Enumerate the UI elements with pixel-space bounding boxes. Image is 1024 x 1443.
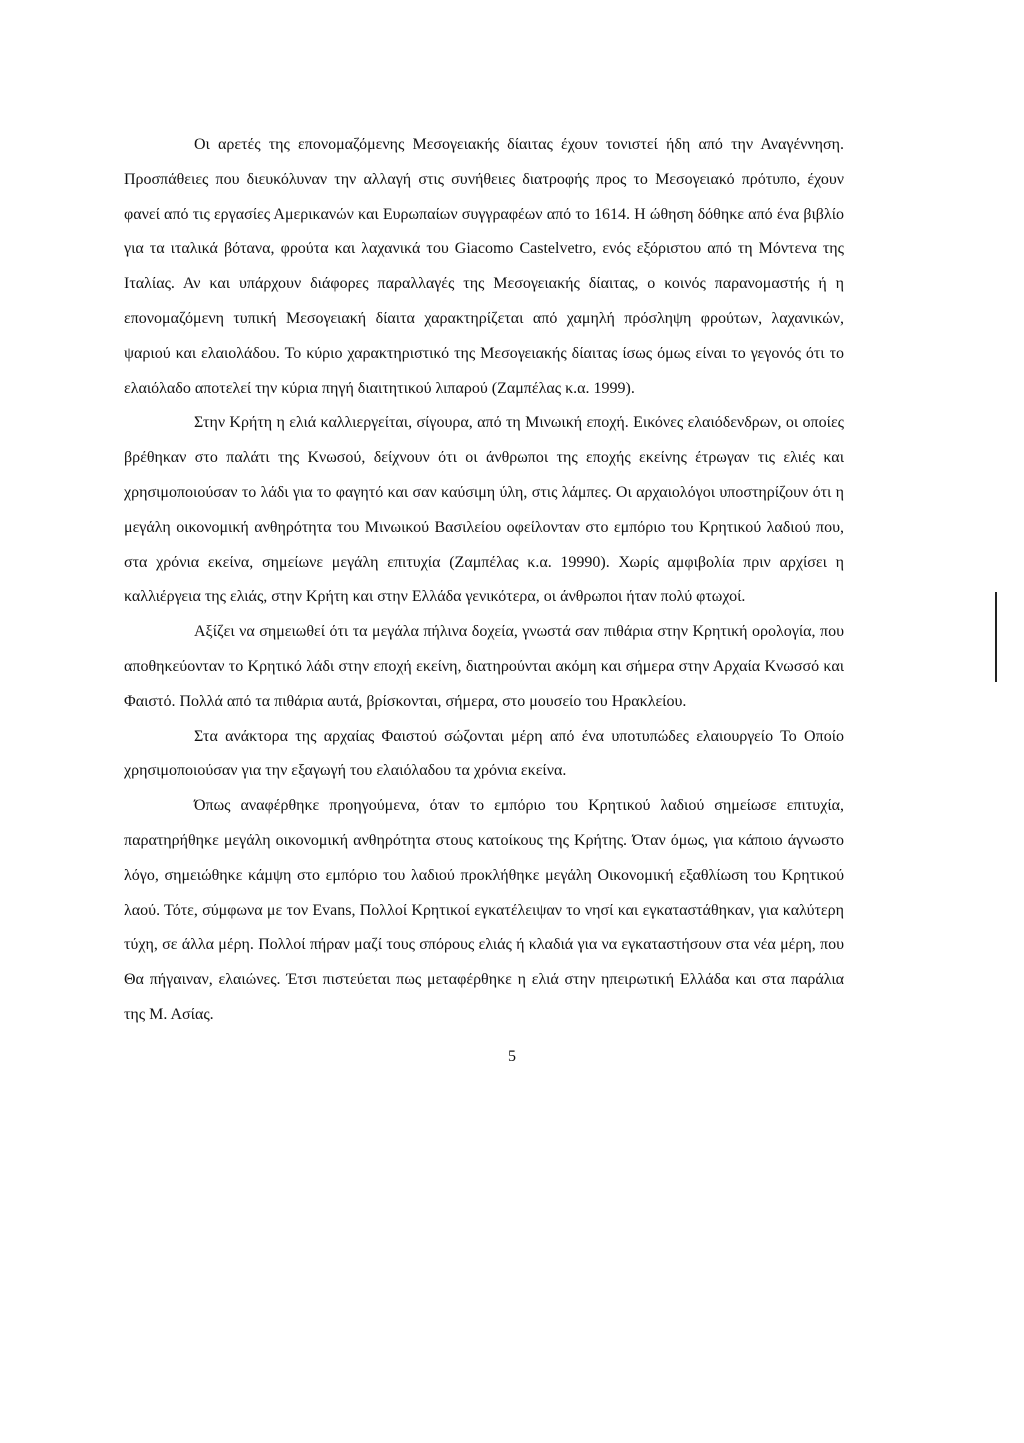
paragraph-mediterranean-diet: Οι αρετές της επονομαζόμενης Μεσογειακής δίαιτας έχουν τονιστεί ήδη από την Αναγέννηση. Προσπάθειες που διευκόλυναν την αλλαγή στις συνήθειες διατροφής προς το Μεσογειακό πρότυπο, έχουν φανεί από τις εργασίες Αμερικανών και Ευρωπαίων συγγραφέων από το 1614. Η ώθηση δόθηκε από ένα βιβλίο για τα ιταλικά βότανα, φρούτα και λαχανικά του Giacomo Castelvetro, ενός εξόριστου από τη Μόντενα της Ιταλίας. Αν και υπάρχουν διάφορες παραλλαγές της Μεσογειακής δίαιτας, ο κοινός παρανομαστής ή η επονομαζόμενη τυπική Μεσογειακή δίαιτα χαρακτηρίζεται από χαμηλή πρόσληψη φρούτων, λαχανικών, ψαριού και ελαιολάδου. Το κύριο χαρακτηριστικό της Μεσογειακής δίαιτας ίσως όμως είναι το γεγονός ότι το ελαιόλαδο αποτελεί την κύρια πηγή διαιτητικού λιπαρού (Ζαμπέλας κ.α. 1999).: [124, 136, 844, 397]
paragraph-phaistos: Στα ανάκτορα της αρχαίας Φαιστού σώζονται μέρη από ένα υποτυπώδες ελαιουργείο Το Οποίο χρησιμοποιούσαν για την εξαγωγή του ελαιόλαδου τα χρόνια εκείνα.: [124, 727, 844, 780]
document-body: [124, 128, 844, 1033]
paragraph-pithoi: Αξίζει να σημειωθεί ότι τα μεγάλα πήλινα δοχεία, γνωστά σαν πιθάρια στην Κρητική ορολογία, που αποθηκεύονταν το Κρητικό λάδι στην εποχή εκείνη, διατηρούνται ακόμη και σήμερα στην Αρχαία Κνωσσό και Φαιστό. Πολλά από τα πιθάρια αυτά, βρίσκονται, σήμερα, στο μουσείο του Ηρακλείου.: [124, 623, 844, 710]
paragraph-trade-decline: Όπως αναφέρθηκε προηγούμενα, όταν το εμπόριο του Κρητικού λαδιού σημείωσε επιτυχία, παρατηρήθηκε μεγάλη οικονομική ανθηρότητα στους κατοίκους της Κρήτης. Όταν όμως, για κάποιο άγνωστο λόγο, σημειώθηκε κάμψη στο εμπόριο του λαδιού προκλήθηκε μεγάλη Οικονομική εξαθλίωση του Κρητικού λαού. Τότε, σύμφωνα με τον Evans, Πολλοί Κρητικοί εγκατέλειψαν το νησί και εγκαταστάθηκαν, για καλύτερη τύχη, σε άλλα μέρη. Πολλοί πήραν μαζί τους σπόρους ελιάς ή κλαδιά για να εγκαταστήσουν στα νέα μέρη, που Θα πήγαιναν, ελαιώνες. Έτσι πιστεύεται πως μεταφέρθηκε η ελιά στην ηπειρωτική Ελλάδα και στα παράλια της Μ. Ασίας.: [124, 797, 844, 1023]
page-number: 5: [508, 1048, 516, 1065]
paragraph-crete-olive: Στην Κρήτη η ελιά καλλιεργείται, σίγουρα, από τη Μινωική εποχή. Εικόνες ελαιόδενδρων, οι οποίες βρέθηκαν στο παλάτι της Κνωσού, δείχνουν ότι οι άνθρωποι της εποχής εκείνης έτρωγαν τις ελιές και χρησιμοποιούσαν το λάδι για το φαγητό και σαν καύσιμη ύλη, στις λάμπες. Οι αρχαιολόγοι υποστηρίζουν ότι η μεγάλη οικονομική ανθηρότητα του Μινωικού Βασιλείου οφείλονταν στο εμπόριο του Κρητικού λαδιού που, στα χρόνια εκείνα, σημείωνε μεγάλη επιτυχία (Ζαμπέλας κ.α. 19990). Χωρίς αμφιβολία πριν αρχίσει η καλλιέργεια της ελιάς, στην Κρήτη και στην Ελλάδα γενικότερα, οι άνθρωποι ήταν πολύ φτωχοί.: [124, 414, 844, 606]
scan-margin-line: [995, 592, 997, 682]
